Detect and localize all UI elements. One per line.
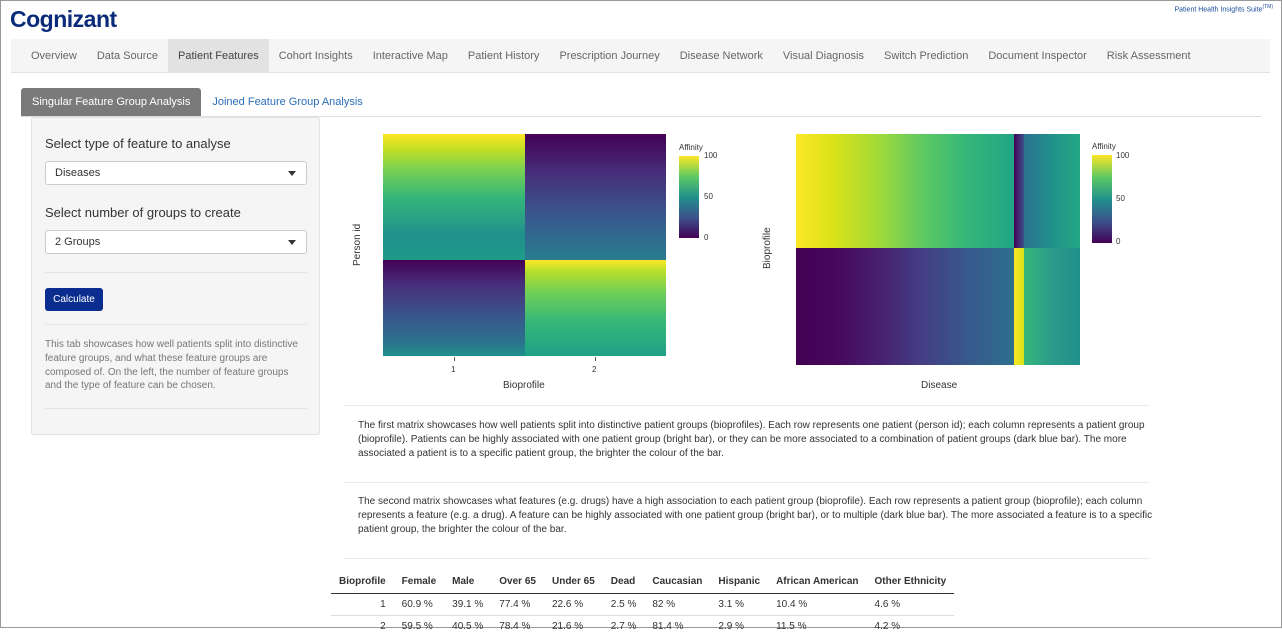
heatmap2-ylabel: Bioprofile — [762, 227, 773, 269]
chevron-down-icon — [288, 240, 296, 245]
heatmap2-xlabel: Disease — [921, 380, 957, 391]
table-cell: 10.4 % — [768, 594, 866, 616]
table-cell: 2 — [331, 616, 394, 637]
heatmap2-row1-gradient — [796, 134, 1014, 248]
heatmap1-xlabel: Bioprofile — [503, 380, 545, 391]
column-header: Under 65 — [544, 572, 603, 594]
feature-type-label: Select type of feature to analyse — [45, 136, 231, 151]
table-cell: 39.1 % — [444, 594, 491, 616]
heatmap1-cell-r1c1 — [383, 134, 525, 260]
table-header-row — [331, 572, 954, 594]
column-header: Dead — [603, 572, 645, 594]
table-cell: 81.4 % — [644, 616, 710, 637]
suite-title-mark: (TM) — [1262, 4, 1273, 10]
table-cell: 2.7 % — [603, 616, 645, 637]
heatmap1-xtick-mark — [595, 357, 596, 361]
heatmap2-row2-gradient — [796, 248, 1014, 365]
heatmap2-row1-tail — [1024, 134, 1080, 248]
nav-patient-history[interactable]: Patient History — [458, 39, 550, 72]
nav-switch-prediction[interactable]: Switch Prediction — [874, 39, 978, 72]
table-cell: 59.5 % — [394, 616, 444, 637]
divider — [45, 272, 307, 273]
heatmap2-legend-tick: 50 — [1116, 194, 1125, 203]
bioprofile-stats-table — [331, 572, 954, 637]
table-cell: 2.9 % — [710, 616, 768, 637]
nav-disease-network[interactable]: Disease Network — [670, 39, 773, 72]
suite-title — [1174, 4, 1273, 13]
heatmap1-xtick-mark — [454, 357, 455, 361]
feature-type-value: Diseases — [55, 167, 100, 179]
nav-prescription-journey[interactable]: Prescription Journey — [549, 39, 669, 72]
table-cell: 11.5 % — [768, 616, 866, 637]
heatmap2-legend-tick: 100 — [1116, 151, 1129, 160]
column-header: Over 65 — [491, 572, 544, 594]
heatmap1-xtick-label: 1 — [451, 365, 455, 374]
heatmap2-row1-dark — [1014, 134, 1024, 248]
table-cell: 82 % — [644, 594, 710, 616]
heatmap1-legend-tick: 100 — [704, 151, 717, 160]
tab-singular-feature-group[interactable]: Singular Feature Group Analysis — [21, 88, 201, 116]
table-cell: 78.4 % — [491, 616, 544, 637]
cognizant-logo: Cognizant — [10, 6, 117, 33]
groups-select[interactable] — [45, 230, 307, 254]
column-header: Other Ethnicity — [867, 572, 955, 594]
sidebar-description: This tab showcases how well patients split into distinctive feature groups, and what these feature groups are composed of. On the left, the number of feature groups and the type of feature can be chosen. — [45, 338, 307, 393]
heatmap1-cell-r2c1 — [383, 260, 525, 356]
heatmap1-legend-title: Affinity — [679, 143, 703, 152]
heatmap1-cell-r1c2 — [525, 134, 666, 260]
heatmap2-row2-tail — [1024, 248, 1080, 365]
subtabs — [21, 88, 1261, 117]
sidebar-panel — [31, 117, 320, 435]
heatmap2-legend-title: Affinity — [1092, 142, 1116, 151]
chevron-down-icon — [288, 171, 296, 176]
divider — [45, 408, 307, 409]
matrix2-description: The second matrix showcases what features (e.g. drugs) have a high association to each patient group (bioprofile). Each row represents a patient group (bioprofile); each column represents a feature (e.g. a drug). A feature can be highly associated with one patient group (bright bar), or to multiple (dark blue bar). The more associated a feature is to a specific patient group, the brighter the colour of the bar. — [358, 495, 1158, 537]
nav-cohort-insights[interactable]: Cohort Insights — [269, 39, 363, 72]
nav-visual-diagnosis[interactable]: Visual Diagnosis — [773, 39, 874, 72]
column-header: African American — [768, 572, 866, 594]
main-nav — [11, 39, 1270, 73]
column-header: Caucasian — [644, 572, 710, 594]
calculate-button[interactable]: Calculate — [45, 288, 103, 311]
divider — [343, 558, 1149, 559]
divider — [45, 324, 307, 325]
divider — [343, 482, 1149, 483]
column-header: Hispanic — [710, 572, 768, 594]
table-row — [331, 594, 954, 616]
table-row — [331, 616, 954, 637]
heatmap1-legend-tick: 50 — [704, 192, 713, 201]
column-header: Bioprofile — [331, 572, 394, 594]
nav-overview[interactable]: Overview — [21, 39, 87, 72]
matrix1-description: The first matrix showcases how well patients split into distinctive patient groups (bioprofiles). Each row represents one patient (person id); each column represents a patient group (bioprofile). Patients can be highly associated with one patient group (bright bar), or they can be more associated to a combination of patient groups (dark blue bar). The more associated a patient is to a specific patient group, the brighter the colour of the bar. — [358, 419, 1158, 461]
heatmap1-cell-r2c2 — [525, 260, 666, 356]
heatmap2-legend-bar — [1092, 155, 1112, 243]
table-cell: 3.1 % — [710, 594, 768, 616]
nav-patient-features[interactable]: Patient Features — [168, 39, 269, 72]
heatmap1-legend-bar — [679, 156, 699, 238]
feature-type-select[interactable] — [45, 161, 307, 185]
groups-value: 2 Groups — [55, 236, 100, 248]
heatmap1-xtick-label: 2 — [592, 365, 596, 374]
table-cell: 77.4 % — [491, 594, 544, 616]
nav-data-source[interactable]: Data Source — [87, 39, 168, 72]
column-header: Male — [444, 572, 491, 594]
table-cell: 22.6 % — [544, 594, 603, 616]
heatmap1-ylabel: Person id — [352, 224, 363, 266]
table-cell: 21.6 % — [544, 616, 603, 637]
table-cell: 4.6 % — [867, 594, 955, 616]
tab-joined-feature-group[interactable]: Joined Feature Group Analysis — [201, 88, 373, 116]
nav-risk-assessment[interactable]: Risk Assessment — [1097, 39, 1201, 72]
table-cell: 40.5 % — [444, 616, 491, 637]
heatmap1-legend-tick: 0 — [704, 233, 708, 242]
table-cell: 60.9 % — [394, 594, 444, 616]
table-cell: 2.5 % — [603, 594, 645, 616]
table-cell: 4.2 % — [867, 616, 955, 637]
divider — [343, 405, 1149, 406]
nav-document-inspector[interactable]: Document Inspector — [978, 39, 1096, 72]
nav-interactive-map[interactable]: Interactive Map — [363, 39, 458, 72]
heatmap2-row2-bright — [1014, 248, 1024, 365]
column-header: Female — [394, 572, 444, 594]
suite-title-text: Patient Health Insights Suite — [1174, 6, 1262, 13]
table-cell: 1 — [331, 594, 394, 616]
heatmap2-legend-tick: 0 — [1116, 237, 1120, 246]
groups-label: Select number of groups to create — [45, 205, 241, 220]
